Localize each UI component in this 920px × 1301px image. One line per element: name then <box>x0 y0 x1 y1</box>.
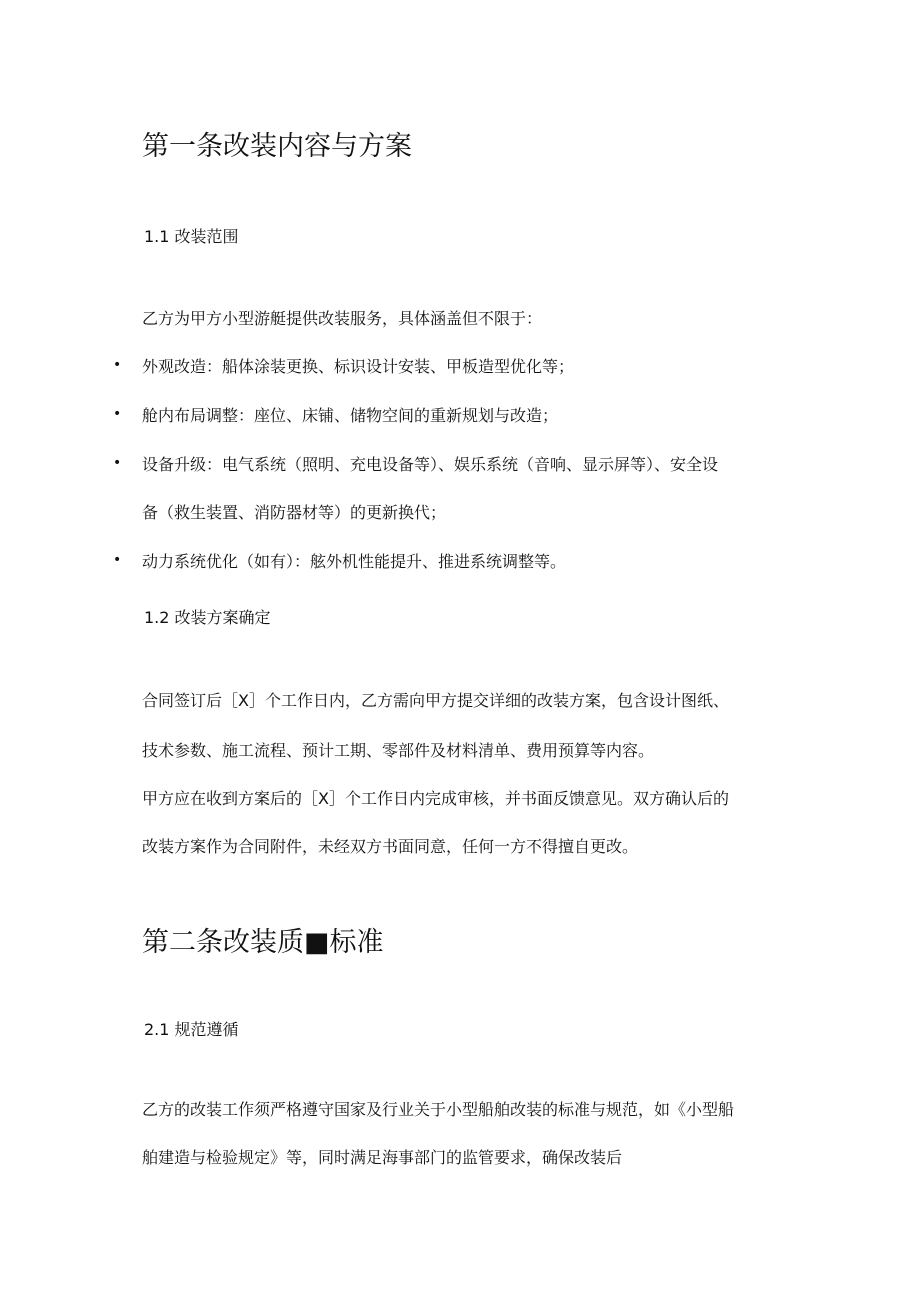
bullet-dot-icon: • <box>113 406 122 422</box>
article1-title: 第一条改装内容与方案 <box>142 131 412 162</box>
section-1-1-heading: 1.1 改装范围 <box>144 227 239 246</box>
bullet-item-power: 动力系统优化（如有）：舷外机性能提升、推进系统调整等。 <box>142 552 567 571</box>
bullet-item-equipment-line2: 备（救生装置、消防器材等）的更新换代； <box>142 503 447 522</box>
article2-title: 第二条改装质■标准 <box>142 927 384 958</box>
bullet-item-exterior: 外观改造：船体涂装更换、标识设计安装、甲板造型优化等； <box>142 357 575 376</box>
bullet-dot-icon: • <box>113 357 122 373</box>
bullet-dot-icon: • <box>113 455 122 471</box>
section-1-1-intro: 乙方为甲方小型游艇提供改装服务，具体涵盖但不限于： <box>142 309 543 328</box>
section-1-2-para2-line1: 甲方应在收到方案后的［X］个工作日内完成审核，并书面反馈意见。双方确认后的 <box>142 789 729 808</box>
bullet-dot-icon: • <box>113 552 122 568</box>
section-2-1-para-line2: 舶建造与检验规定》等，同时满足海事部门的监管要求，确保改装后 <box>142 1148 623 1167</box>
section-1-2-heading: 1.2 改装方案确定 <box>144 608 271 627</box>
bullet-item-cabin: 舱内布局调整：座位、床铺、储物空间的重新规划与改造； <box>142 406 559 425</box>
section-1-2-para1-line1: 合同签订后［X］个工作日内，乙方需向甲方提交详细的改装方案，包含设计图纸、 <box>142 691 729 710</box>
section-1-2-para1-line2: 技术参数、施工流程、预计工期、零部件及材料清单、费用预算等内容。 <box>142 741 655 760</box>
bullet-item-equipment-line1: 设备升级：电气系统（照明、充电设备等）、娱乐系统（音响、显示屏等）、安全设 <box>142 455 719 474</box>
section-2-1-para-line1: 乙方的改装工作须严格遵守国家及行业关于小型船舶改装的标准与规范，如《小型船 <box>142 1100 735 1119</box>
section-1-2-para2-line2: 改装方案作为合同附件，未经双方书面同意，任何一方不得擅自更改。 <box>142 837 639 856</box>
section-2-1-heading: 2.1 规范遵循 <box>144 1020 239 1039</box>
